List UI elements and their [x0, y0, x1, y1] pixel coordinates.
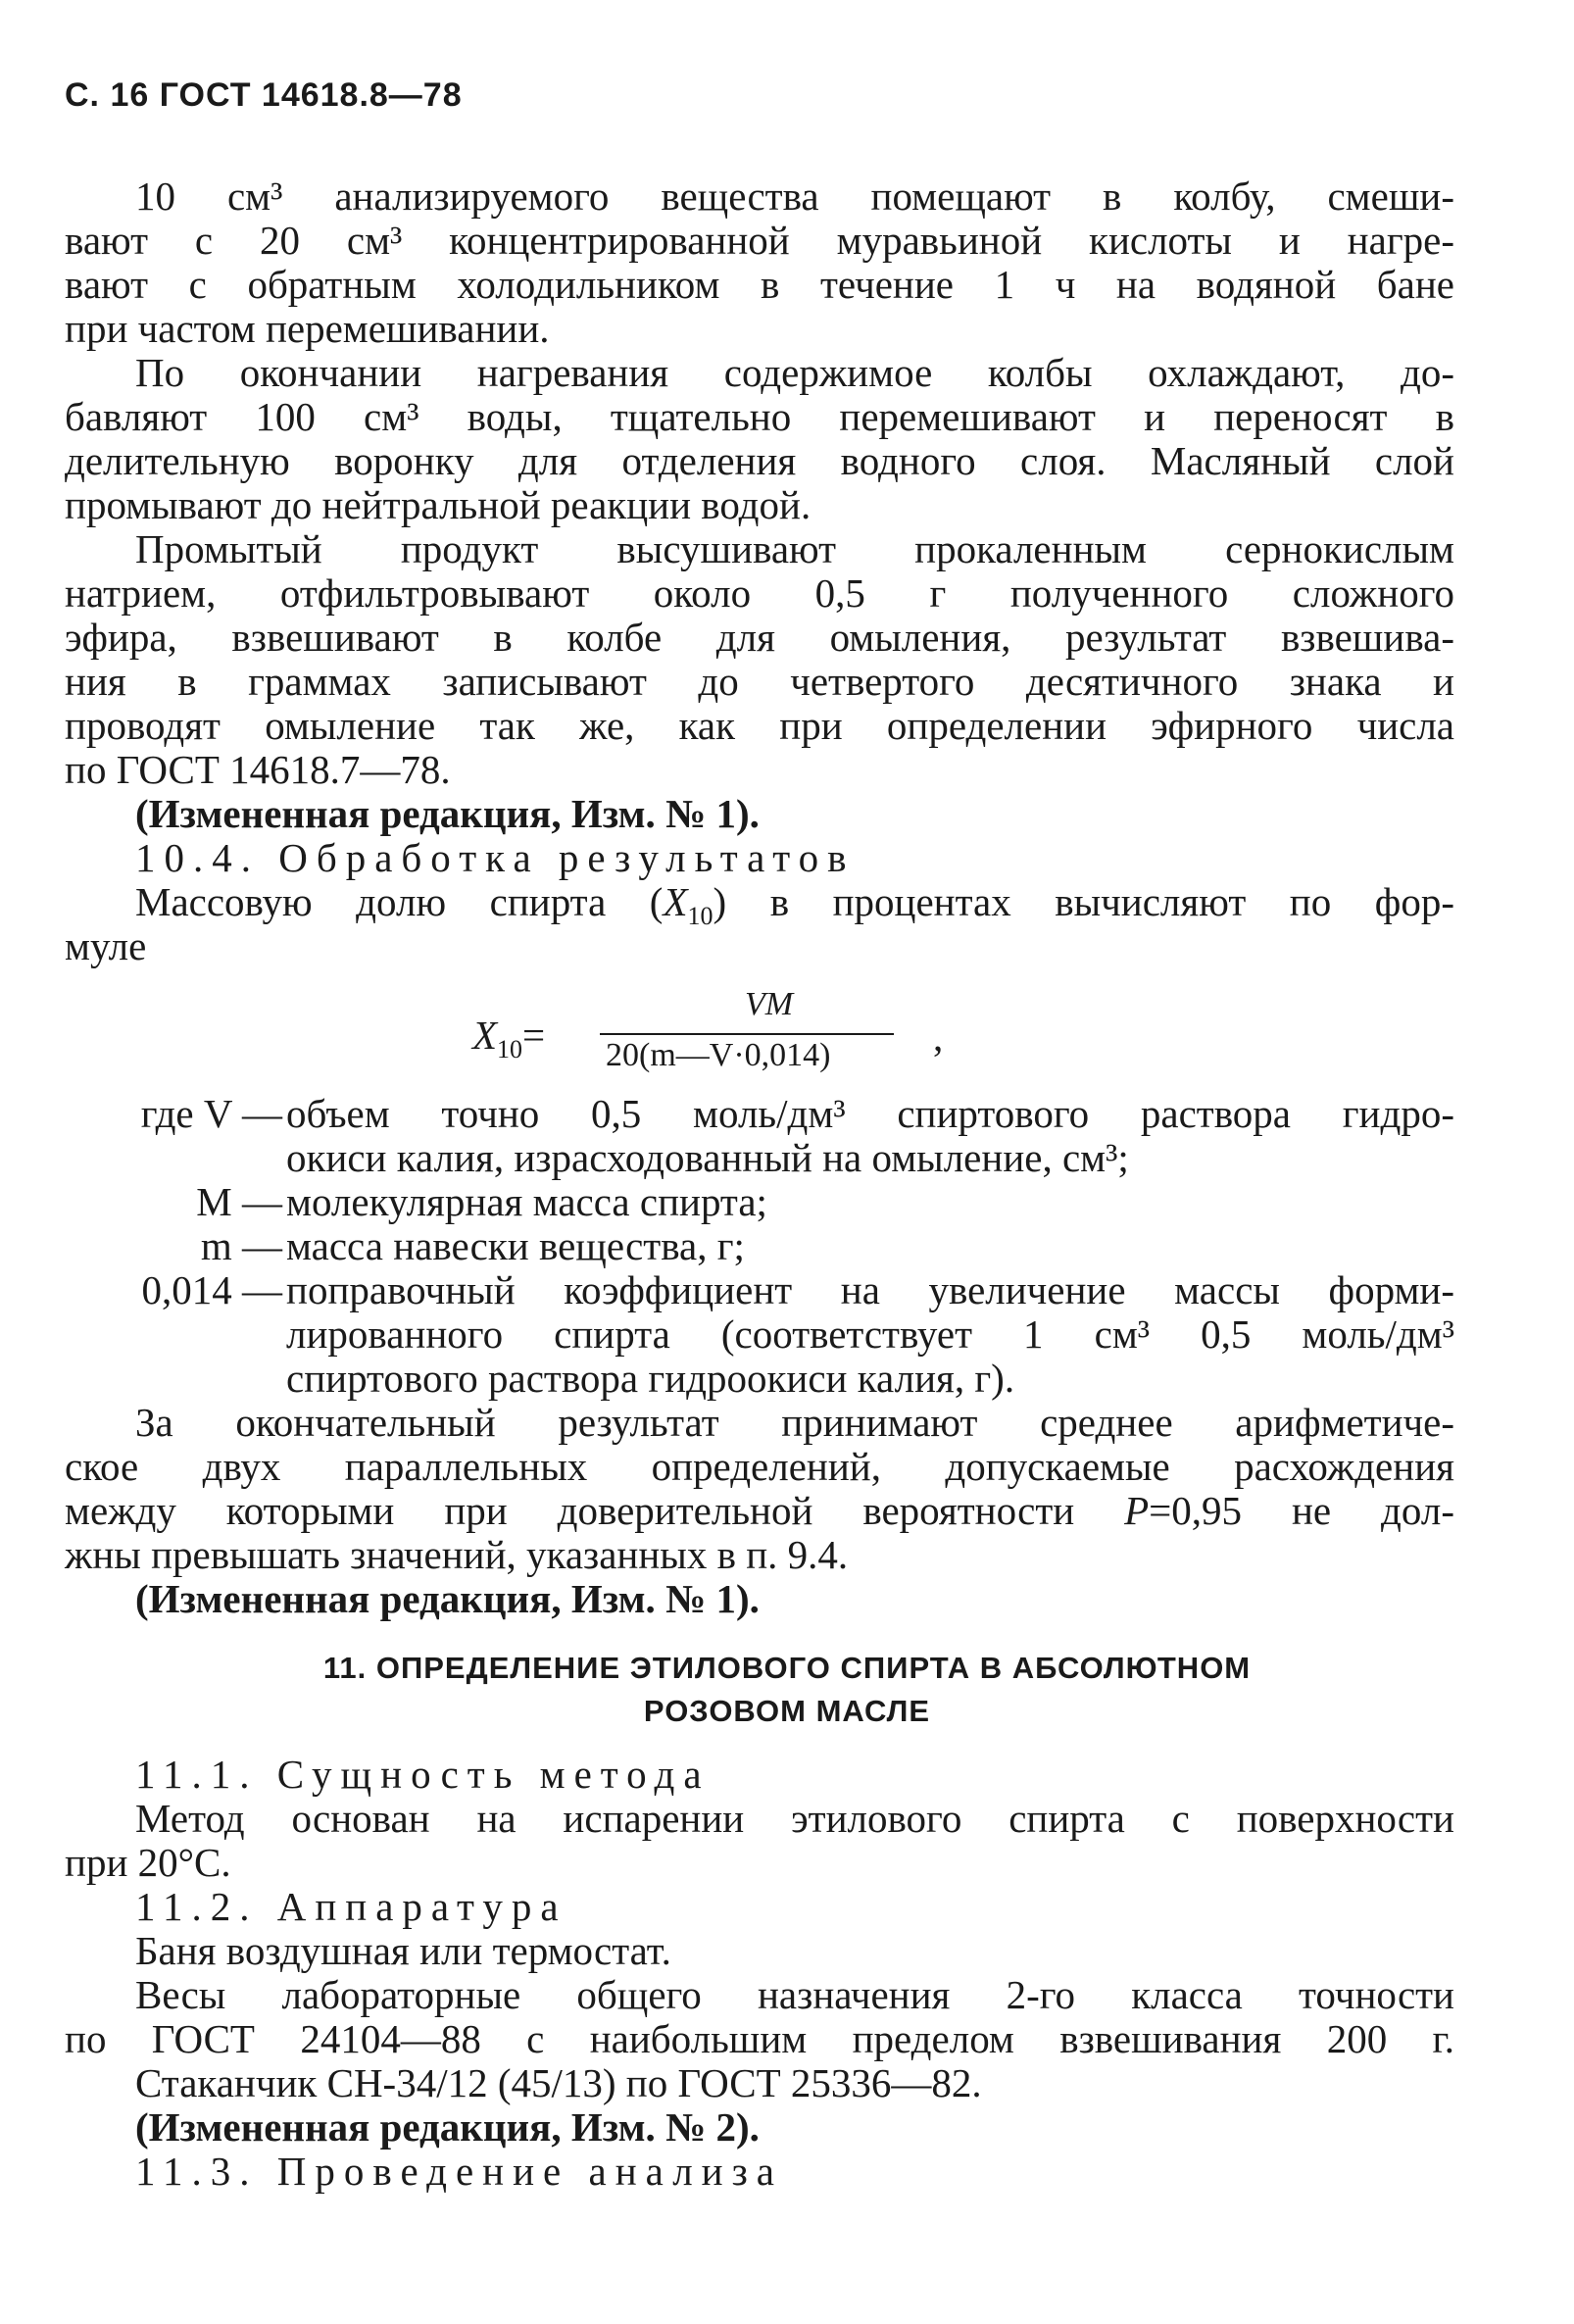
paragraph-1-line-3: вают с обратным холодильником в течение 1 ч на водяной бане — [65, 262, 1454, 307]
result-line-1: За окончательный результат принимают среднее арифметиче- — [135, 1400, 1454, 1445]
paragraph-3-line-6: по ГОСТ 14618.7—78. — [65, 747, 451, 792]
formula-numerator: VM — [745, 986, 794, 1022]
definition-text: окиси калия, израсходованный на омыление, см³; — [286, 1135, 1129, 1180]
definition-text: спиртового раствора гидроокиси калия, г). — [286, 1356, 1015, 1401]
section-11-1-text-line-1: Метод основан на испарении этилового спирта с поверхности — [135, 1796, 1454, 1841]
definition-text: поправочный коэффициент на увеличение массы форми- — [286, 1267, 1454, 1312]
paragraph-3-line-1: Промытый продукт высушивают прокаленным сернокислым — [135, 526, 1454, 571]
result-line-3: между которыми при доверительной вероятности P=0,95 не дол- — [65, 1488, 1454, 1533]
page-header: С. 16 ГОСТ 14618.8—78 — [65, 76, 463, 114]
formula-x10 — [472, 986, 982, 1080]
definition-text: объем точно 0,5 моль/дм³ спиртового раствора гидро- — [286, 1091, 1454, 1136]
paragraph-1-line-4: при частом перемешивании. — [65, 306, 550, 351]
paragraph-1-line-1: 10 см³ анализируемого вещества помещают в колбу, смеши- — [135, 173, 1454, 219]
definition-symbol: где V — — [140, 1091, 282, 1136]
paragraph-2-line-4: промывают до нейтральной реакции водой. — [65, 482, 812, 527]
paragraph-3-line-3: эфира, взвешивают в колбе для омыления, результат взвешива- — [65, 615, 1454, 660]
paragraph-3-line-5: проводят омыление так же, как при определении эфирного числа — [65, 703, 1454, 748]
result-line-4: жны превышать значений, указанных в п. 9.4. — [65, 1532, 849, 1577]
section-11-2-heading: 11.2. Аппаратура — [135, 1884, 567, 1929]
amendment-note-3: (Измененная редакция, Изм. № 2). — [135, 2104, 760, 2150]
paragraph-1-line-2: вают с 20 см³ концентрированной муравьиной кислоты и нагре- — [65, 218, 1454, 263]
definition-symbol: M — — [196, 1179, 282, 1224]
paragraph-2-line-3: делительную воронку для отделения водного слоя. Масляный слой — [65, 438, 1454, 483]
formula-denominator: 20(m—V·0,014) — [606, 1037, 831, 1073]
definition-text: молекулярная масса спирта; — [286, 1179, 767, 1224]
paragraph-3-line-4: ния в граммах записывают до четвертого десятичного знака и — [65, 659, 1454, 704]
paragraph-3-line-2: натрием, отфильтровывают около 0,5 г полученного сложного — [65, 570, 1454, 616]
section-11-title-line-1: 11. ОПРЕДЕЛЕНИЕ ЭТИЛОВОГО СПИРТА В АБСОЛЮТНОМ — [322, 1651, 1252, 1685]
amendment-note-2: (Измененная редакция, Изм. № 1). — [135, 1576, 760, 1621]
section-11-1-text-line-2: при 20°C. — [65, 1840, 231, 1885]
paragraph-2-line-1: По окончании нагревания содержимое колбы охлаждают, до- — [135, 350, 1454, 395]
section-11-1-heading: 11.1. Сущность метода — [135, 1752, 711, 1797]
mass-fraction-line-1: Массовую долю спирта $(X_{10})$ в процентах вычисляют по фор- — [135, 879, 1454, 931]
definition-text: лированного спирта (соответствует 1 см³ 0,5 моль/дм³ — [286, 1311, 1454, 1357]
definition-text: масса навески вещества, г; — [286, 1223, 745, 1268]
definition-symbol: m — — [200, 1223, 282, 1268]
section-11-2-line-2: Весы лабораторные общего назначения 2-го класса точности — [135, 1972, 1454, 2017]
section-11-2-line-1: Баня воздушная или термостат. — [135, 1928, 671, 1973]
fraction-bar — [600, 1033, 894, 1035]
section-11-2-line-4: Стаканчик СН-34/12 (45/13) по ГОСТ 25336—82. — [135, 2060, 982, 2105]
paragraph-2-line-2: бавляют 100 см³ воды, тщательно перемешивают и переносят в — [65, 394, 1454, 439]
formula-comma: , — [933, 1014, 944, 1060]
mass-fraction-line-2: муле — [65, 923, 147, 968]
result-line-2: ское двух параллельных определений, допускаемые расхождения — [65, 1444, 1454, 1489]
section-11-title-line-2: РОЗОВОМ МАСЛЕ — [643, 1694, 931, 1728]
section-11-2-line-3: по ГОСТ 24104—88 с наибольшим пределом взвешивания 200 г. — [65, 2016, 1454, 2061]
definition-symbol: 0,014 — — [141, 1267, 282, 1312]
section-11-3-heading: 11.3. Проведение анализа — [135, 2149, 783, 2194]
amendment-note-1: (Измененная редакция, Изм. № 1). — [135, 791, 760, 836]
section-10-4-heading: 10.4. Обработка результатов — [135, 835, 856, 880]
formula-lhs: $X_{10}=$ — [472, 1013, 546, 1064]
